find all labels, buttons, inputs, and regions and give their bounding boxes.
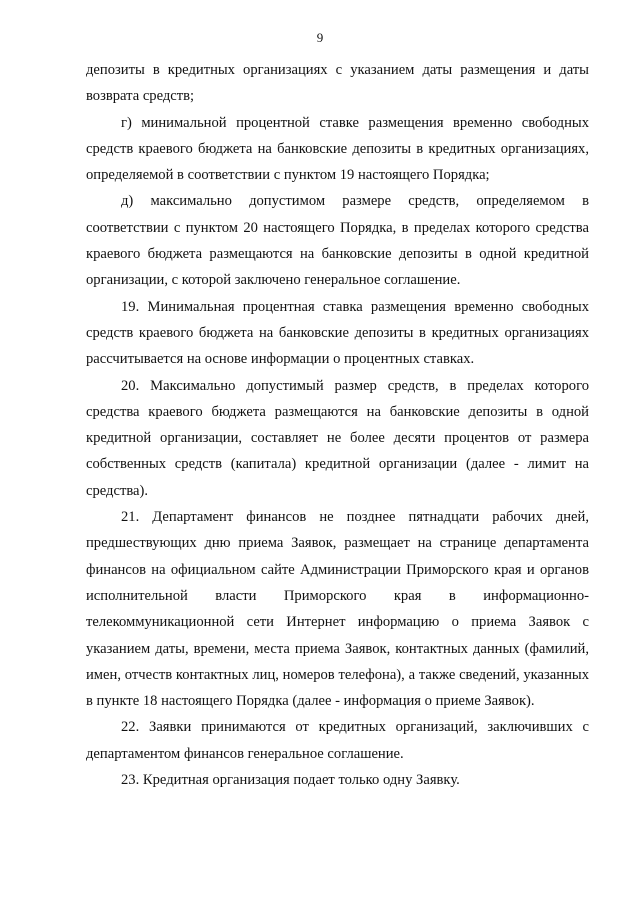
paragraph-item-g: г) минимальной процентной ставке размещения временно свободных средств краевого бюджета на банковские депозиты в кредитных организациях, определяемой в соответствии с пунктом 19 настоящего Порядка;: [86, 114, 589, 184]
paragraph-21: 21. Департамент финансов не позднее пятнадцати рабочих дней, предшествующих дню приема Заявок, размещает на странице департамента финансов на официальном сайте Администрации Приморского края и органов исполнительной власти Приморского края в информационно-телекоммуникационной сети Интернет информацию о приема Заявок с указанием даты, времени, места приема Заявок, контактных данных (фамилий, имен, отчеств контактных лиц, номеров телефона), а также сведений, указанных в пункте 18 настоящего Порядка (далее - информация о приеме Заявок).: [86, 509, 589, 710]
page-number: 9: [316, 30, 324, 45]
paragraph-item-d: д) максимально допустимом размере средств, определяемом в соответствии с пунктом 20 настоящего Порядка, в пределах которого средства краевого бюджета размещаются на банковские депозиты в одной кредитной организации, с которой заключено генеральное соглашение.: [86, 193, 589, 289]
paragraph-continuation: депозиты в кредитных организациях с указанием даты размещения и даты возврата средств;: [86, 62, 589, 105]
document-body: [86, 57, 589, 793]
paragraph-23: 23. Кредитная организация подает только одну Заявку.: [121, 772, 460, 789]
paragraph-19: 19. Минимальная процентная ставка размещения временно свободных средств краевого бюджета на банковские депозиты в кредитных организациях рассчитывается на основе информации о процентных ставках.: [86, 298, 589, 368]
paragraph-22: 22. Заявки принимаются от кредитных организаций, заключивших с департаментом финансов генеральное соглашение.: [86, 719, 589, 762]
paragraph-20: 20. Максимально допустимый размер средств, в пределах которого средства краевого бюджета размещаются на банковские депозиты в одной кредитной организации, составляет не более десяти процентов от размера собственных средств (капитала) кредитной организации (далее - лимит на средства).: [86, 377, 589, 499]
